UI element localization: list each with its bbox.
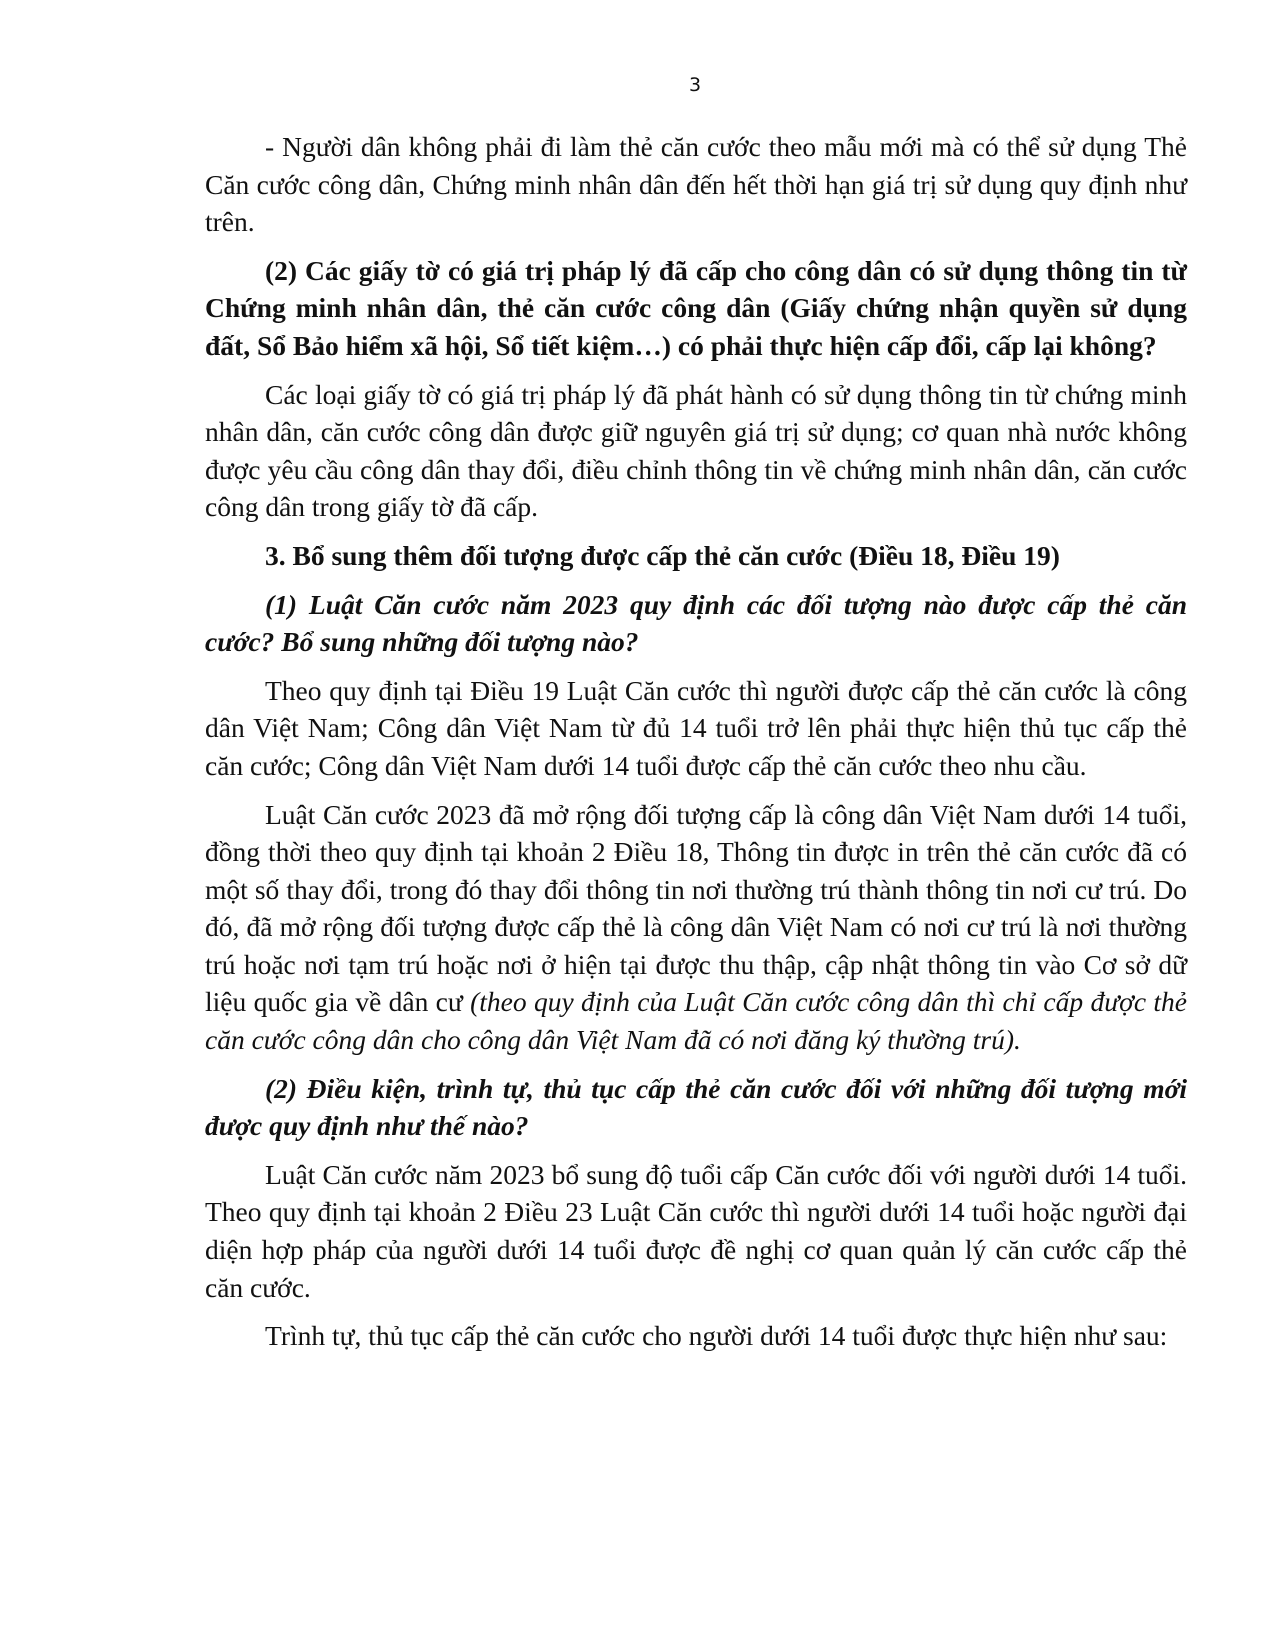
paragraph-legal-documents-answer: Các loại giấy tờ có giá trị pháp lý đã phát hành có sử dụng thông tin từ chứng minh nhân dân, căn cước công dân được giữ nguyên giá trị sử dụng; cơ quan nhà nước không được yêu cầu công dân thay đổi, điều chỉnh thông tin về chứng minh nhân dân, căn cước công dân trong giấy tờ đã cấp.	[205, 378, 1187, 523]
expanded-subjects-text: Luật Căn cước 2023 đã mở rộng đối tượng cấp là công dân Việt Nam dưới 14 tuổi, đồng thời theo quy định tại khoản 2 Điều 18, Thông tin được in trên thẻ căn cước đã có một số thay đổi, trong đó thay đổi thông tin nơi thường trú thành thông tin nơi cư trú. Do đó, đã mở rộng đối tượng được cấp thẻ là công dân Việt Nam có nơi cư trú là nơi thường trú hoặc nơi tạm trú hoặc nơi ở hiện tại được thu thập, cập nhật thông tin vào Cơ sở dữ liệu quốc gia về dân cư	[205, 798, 1187, 1018]
page-number: 3	[688, 74, 702, 96]
paragraph-article-19: Theo quy định tại Điều 19 Luật Căn cước thì người được cấp thẻ căn cước là công dân Việt Nam; Công dân Việt Nam từ đủ 14 tuổi trở lên phải thực hiện thủ tục cấp thẻ căn cước; Công dân Việt Nam dưới 14 tuổi được cấp thẻ căn cước theo nhu cầu.	[205, 674, 1187, 781]
paragraph-expanded-subjects	[205, 796, 1187, 1059]
question-legal-documents: (2) Các giấy tờ có giá trị pháp lý đã cấp cho công dân có sử dụng thông tin từ Chứng minh nhân dân, thẻ căn cước công dân (Giấy chứng nhận quyền sử dụng đất, Sổ Bảo hiểm xã hội, Sổ tiết kiệm…) có phải thực hiện cấp đổi, cấp lại không?	[205, 254, 1187, 361]
document-body	[205, 128, 1187, 1355]
expanded-subjects-note: (theo quy định của Luật Căn cước công dân thì chỉ cấp được thẻ căn cước công dân cho công dân Việt Nam đã có nơi đăng ký thường trú).	[205, 986, 1188, 1056]
paragraph-under-14-age: Luật Căn cước năm 2023 bổ sung độ tuổi cấp Căn cước đối với người dưới 14 tuổi. Theo quy định tại khoản 2 Điều 23 Luật Căn cước thì người dưới 14 tuổi hoặc người đại diện hợp pháp của người dưới 14 tuổi được đề nghị cơ quan quản lý căn cước cấp thẻ căn cước.	[205, 1158, 1187, 1303]
question-eligible-subjects: (1) Luật Căn cước năm 2023 quy định các đối tượng nào được cấp thẻ căn cước? Bổ sung những đối tượng nào?	[205, 588, 1187, 658]
question-conditions-procedure: (2) Điều kiện, trình tự, thủ tục cấp thẻ căn cước đối với những đối tượng mới được quy định như thế nào?	[205, 1072, 1187, 1142]
section-heading-3: 3. Bổ sung thêm đối tượng được cấp thẻ căn cước (Điều 18, Điều 19)	[265, 539, 1060, 571]
paragraph-old-card-usage: - Người dân không phải đi làm thẻ căn cước theo mẫu mới mà có thể sử dụng Thẻ Căn cước công dân, Chứng minh nhân dân đến hết thời hạn giá trị sử dụng quy định như trên.	[205, 131, 1187, 238]
paragraph-procedure-intro: Trình tự, thủ tục cấp thẻ căn cước cho người dưới 14 tuổi được thực hiện như sau:	[265, 1320, 1168, 1352]
